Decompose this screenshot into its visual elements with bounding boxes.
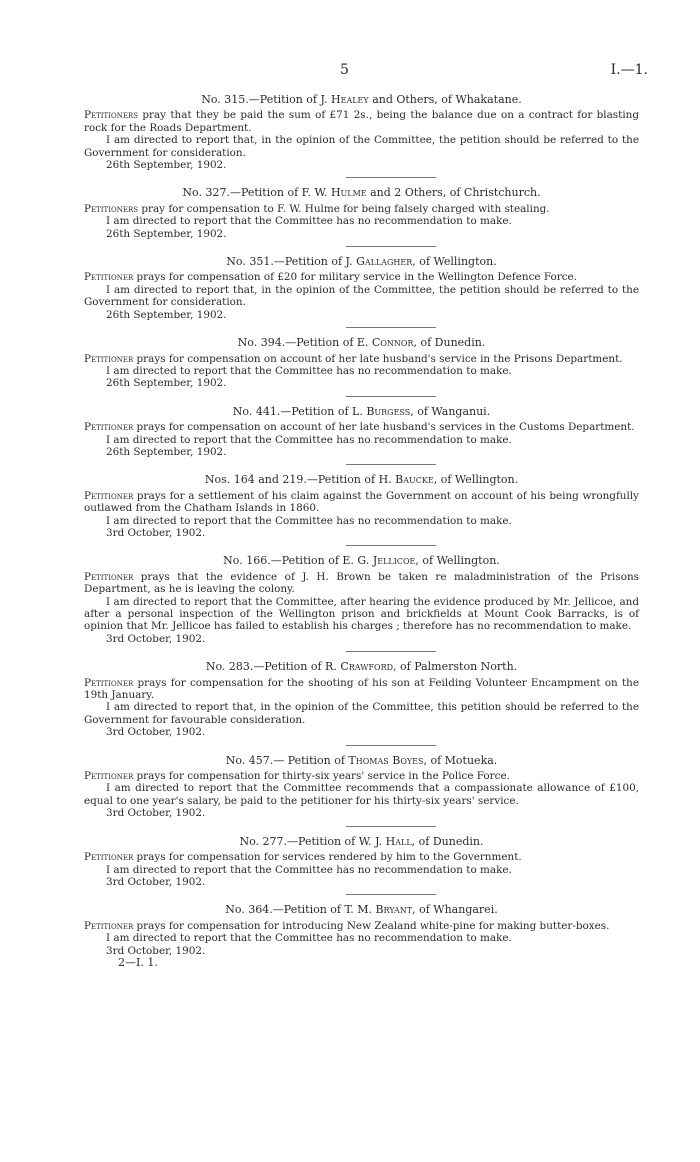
petition-place: , of Dunedin. [411, 834, 484, 848]
petitioner-name: Bryant [375, 903, 413, 917]
petition-prayer [84, 203, 639, 215]
petitioner-lead: Petitioner [84, 851, 134, 864]
report-date: 3rd October, 1902. [106, 526, 206, 539]
report-date: 26th September, 1902. [106, 308, 227, 321]
petitions-list [84, 94, 639, 969]
page-number: 5 [340, 62, 349, 78]
petition-place: , of Wellington. [415, 554, 500, 568]
prayer-text: prays for compensation of £20 for military service in the Wellington Defence Force. [136, 271, 578, 284]
petitioner-name: Connor [371, 336, 414, 350]
petitioner-lead: Petitioner [84, 489, 134, 502]
petition-place: , of Wellington. [412, 255, 497, 269]
petition-prayer [84, 770, 639, 782]
separator-rule [346, 396, 436, 397]
petitioner-name: Crawford [340, 660, 394, 674]
petition-heading [84, 406, 639, 418]
report-date: 3rd October, 1902. [106, 726, 206, 739]
separator-rule [346, 327, 436, 328]
petition-heading [84, 755, 639, 767]
committee-report: I am directed to report that the Committee has no recommendation to make. [106, 932, 512, 945]
prayer-text: prays that the evidence of J. H. Brown be taken re maladministration of the Prisons Department, as he is leaving the colony. [84, 570, 639, 596]
prayer-text: prays for compensation on account of her late husband's services in the Customs Department. [136, 421, 635, 434]
petition-heading [84, 337, 639, 349]
petition-place: , of Wanganui. [410, 404, 491, 418]
petition-number: No. 364.—Petition of T. M. [225, 903, 372, 917]
petitioner-lead: Petitioner [84, 919, 134, 932]
petition-prayer [84, 271, 639, 283]
petitioner-name: Thomas Boyes [348, 753, 424, 767]
petition-entry [84, 661, 639, 745]
petition-number: No. 441.—Petition of L. [232, 404, 363, 418]
petition-prayer [84, 490, 639, 515]
report-date: 26th September, 1902. [106, 445, 227, 458]
petitioner-lead: Petitioner [84, 421, 134, 434]
separator-rule [346, 651, 436, 652]
prayer-text: pray for compensation to F. W. Hulme for being falsely charged with stealing. [141, 202, 550, 215]
petitioner-name: Healey [331, 93, 369, 106]
petition-place: , of Wellington. [433, 473, 519, 487]
committee-report: I am directed to report that the Committee has no recommendation to make. [106, 514, 512, 527]
report-date: 26th September, 1902. [106, 227, 227, 240]
petition-entry [84, 836, 639, 896]
petition-number: Nos. 164 and 219.—Petition of H. [204, 473, 392, 487]
petitioner-name: Jellicoe [372, 554, 416, 568]
committee-report: I am directed to report that, in the opinion of the Committee, the petition should be referred to the Government for consideration. [84, 283, 639, 309]
petition-place: , of Palmerston North. [393, 660, 518, 674]
petition-prayer [84, 920, 639, 932]
committee-report: I am directed to report that the Committee, after hearing the evidence produced by Mr. Jellicoe, and after a personal inspection of the Wellington prison and brickfields at Mount Cook Barracks, is of opinion that Mr. Jellicoe has failed to establish his charges ; therefore has no recommendation to make. [84, 595, 639, 633]
petitioner-lead: Petitioner [84, 570, 134, 583]
committee-report: I am directed to report that, in the opinion of the Committee, the petition should be referred to the Government for consideration. [84, 134, 639, 159]
petitioner-name: Burgess [366, 404, 411, 418]
separator-rule [346, 894, 436, 895]
page-header [0, 62, 700, 84]
petition-heading [84, 94, 639, 106]
petition-entry [84, 474, 639, 546]
petition-entry [84, 904, 639, 969]
petition-place: , of Whangarei. [412, 903, 498, 917]
petition-number: No. 315.—Petition of J. [201, 93, 328, 106]
petitioner-name: Hulme [330, 186, 367, 200]
petition-entry [84, 94, 639, 178]
petition-heading [84, 836, 639, 848]
petitioner-lead: Petitioners [84, 109, 139, 122]
petition-entry [84, 187, 639, 247]
petition-number: No. 457.— Petition of [225, 753, 345, 767]
petitioner-lead: Petitioner [84, 770, 134, 783]
signature-mark: 2—I. 1. [118, 955, 158, 969]
report-date: 3rd October, 1902. [106, 944, 206, 957]
committee-report: I am directed to report that the Committee has no recommendation to make. [106, 364, 512, 377]
prayer-text: prays for compensation for introducing New Zealand white-pine for making butter-boxes. [136, 919, 610, 932]
committee-report: I am directed to report that the Committee has no recommendation to make. [106, 215, 512, 228]
petition-place: , of Motueka. [423, 753, 498, 767]
separator-rule [346, 246, 436, 247]
petitioner-lead: Petitioner [84, 676, 134, 689]
petition-entry [84, 337, 639, 397]
petition-prayer [84, 109, 639, 134]
petition-prayer [84, 677, 639, 702]
petition-entry [84, 755, 639, 827]
committee-report: I am directed to report that, in the opinion of the Committee, this petition should be referred to the Government for favourable consideration. [84, 701, 639, 726]
report-date: 3rd October, 1902. [106, 807, 206, 820]
petition-number: No. 394.—Petition of E. [237, 336, 369, 350]
prayer-text: prays for compensation for the shooting of his son at Feilding Volunteer Encampment on the 19th January. [84, 676, 639, 702]
petition-prayer [84, 353, 639, 365]
petition-heading [84, 904, 639, 916]
separator-rule [346, 464, 436, 465]
petition-heading [84, 474, 639, 486]
separator-rule [346, 745, 436, 746]
petition-place: and Others, of Whakatane. [372, 93, 522, 106]
petition-number: No. 283.—Petition of R. [205, 660, 337, 674]
petition-heading [84, 256, 639, 268]
petition-entry [84, 555, 639, 652]
paper-reference: I.—1. [610, 62, 648, 78]
separator-rule [346, 545, 436, 546]
petitioner-lead: Petitioner [84, 271, 134, 284]
separator-rule [346, 826, 436, 827]
petitioner-name: Gallagher [356, 255, 413, 269]
petitioner-name: Baucke [395, 473, 434, 487]
petitioner-lead: Petitioners [84, 202, 139, 215]
petition-entry [84, 406, 639, 466]
petition-heading [84, 187, 639, 199]
petition-place: , of Dunedin. [413, 336, 486, 350]
petitioner-name: Hall [385, 834, 412, 848]
report-date: 3rd October, 1902. [106, 875, 206, 888]
prayer-text: pray that they be paid the sum of £71 2s., being the balance due on a contract for blasting rock for the Roads Department. [84, 109, 639, 134]
petition-prayer [84, 851, 639, 863]
petition-number: No. 166.—Petition of E. G. [223, 554, 370, 568]
petition-number: No. 327.—Petition of F. W. [182, 186, 328, 200]
prayer-text: prays for compensation for services rendered by him to the Government. [136, 851, 522, 864]
petition-heading [84, 555, 639, 567]
petitioner-lead: Petitioner [84, 352, 134, 365]
petition-heading [84, 661, 639, 673]
prayer-text: prays for compensation for thirty-six years' service in the Police Force. [136, 770, 510, 783]
report-date: 26th September, 1902. [106, 159, 227, 172]
report-date: 3rd October, 1902. [106, 632, 206, 645]
committee-report: I am directed to report that the Committee has no recommendation to make. [106, 863, 512, 876]
report-date: 26th September, 1902. [106, 377, 227, 390]
committee-report: I am directed to report that the Committee has no recommendation to make. [106, 433, 512, 446]
committee-report: I am directed to report that the Committee recommends that a compassionate allowance of £100, equal to one year's salary, be paid to the petitioner for his thirty-six years' service. [84, 782, 639, 807]
petition-prayer [84, 571, 639, 596]
prayer-text: prays for compensation on account of her late husband's service in the Prisons Department. [136, 352, 623, 365]
petition-number: No. 277.—Petition of W. J. [239, 834, 383, 848]
petition-entry [84, 256, 639, 328]
petition-prayer [84, 421, 639, 433]
petition-number: No. 351.—Petition of J. [226, 255, 353, 269]
separator-rule [346, 177, 436, 178]
prayer-text: prays for a settlement of his claim against the Government on account of his being wrongfully outlawed from the Chatham Islands in 1860. [84, 489, 639, 515]
petition-place: and 2 Others, of Christchurch. [370, 186, 541, 200]
